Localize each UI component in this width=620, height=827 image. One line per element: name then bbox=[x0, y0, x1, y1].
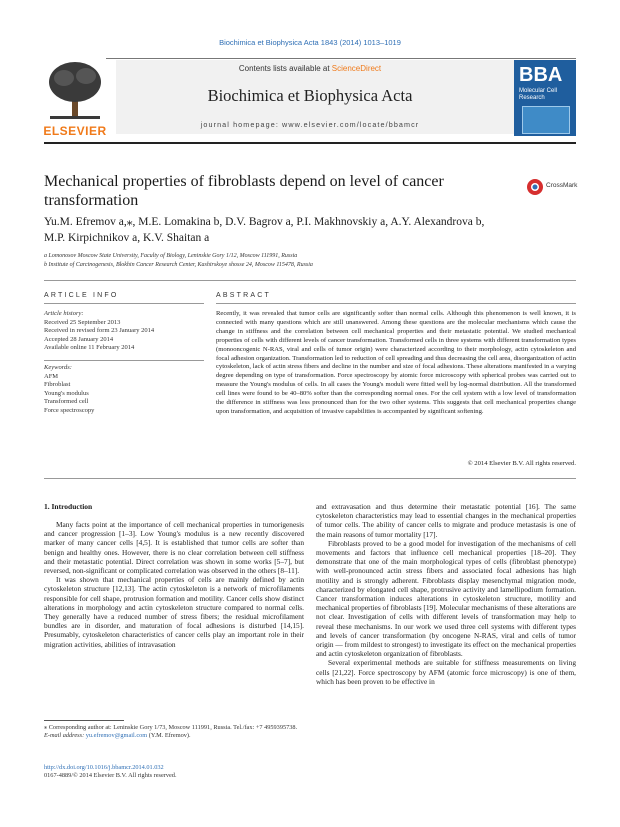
keyword: Force spectroscopy bbox=[44, 406, 95, 414]
keywords-label: Keywords: bbox=[44, 364, 72, 371]
footnote-rule bbox=[44, 720, 124, 721]
history-revised: Received in revised form 23 January 2014 bbox=[44, 327, 155, 334]
doi-block bbox=[44, 764, 304, 780]
doi-link[interactable]: http://dx.doi.org/10.1016/j.bbamcr.2014.01.032 bbox=[44, 764, 164, 771]
history-received: Received 25 September 2013 bbox=[44, 318, 121, 326]
intro-paragraph-continued: and extravasation and thus determine their metastatic potential [16]. The same cytoskeleton characteristics may lead to essential changes in the mechanical properties of tumor cells. The ability of cancer cells to migrate and produce metastasis is one of the main reasons of tumor mortality [17]. bbox=[316, 502, 576, 539]
keywords bbox=[44, 364, 204, 415]
article-history bbox=[44, 310, 204, 353]
email-suffix: (Y.M. Efremov). bbox=[148, 732, 191, 739]
sciencedirect-link[interactable]: ScienceDirect bbox=[331, 64, 382, 73]
abstract-rule bbox=[216, 303, 576, 304]
intro-paragraph-4: Several experimental methods are suitable for stiffness measurements on living cells [21,22]. Force spectroscopy by AFM (atomic force microscopy) is one of them, which has been proven to be effective in bbox=[316, 658, 576, 686]
crossmark-label: CrossMark bbox=[546, 182, 578, 189]
intro-paragraph-2: It was shown that mechanical properties of cells are mainly defined by actin cytoskeleton structure [12,13]. The actin cytoskeleton is a network of microfilaments responsible for cell shape, protrusion formation and motility. Cancer cells show distinct alterations in morphology and actin cytoskeleton structure compared to normal cells. They generally have a reduced number of stress fibers; the residual microfilament bundles are in disorder, and maturation of focal adhesions is disturbed [14,15]. Presumably, cytoskeleton characteristics of cancer cells play an important role in their migration activities, abilities of intravasation bbox=[44, 575, 304, 649]
affiliation-a: a Lomonosov Moscow State University, Faculty of Biology, Leninskie Gory 1/12, Moscow 111991, Russia bbox=[44, 253, 298, 259]
intro-paragraph-1: Many facts point at the importance of cell mechanical properties in tumorigenesis and cancer progression [1–3]. Low Young's modulus is a new recently discovered marker of many cancer cells [4,5]. It is established that tumor cells are softer than benign and healthy ones. However, there is no clear correlation between cell stiffness and their metastatic potential. Direct correlation was shown in some works [5–7], but reversed, non-significant or complicated correlation was observed in the others [8–11]. bbox=[44, 520, 304, 576]
header-top-rule bbox=[44, 58, 576, 59]
cover-picture bbox=[522, 106, 570, 134]
introduction-heading: 1. Introduction bbox=[44, 502, 93, 511]
abstract-heading: ABSTRACT bbox=[216, 292, 271, 299]
authors-line-2: M.P. Kirpichnikov a, K.V. Shaitan a bbox=[44, 232, 210, 244]
history-online: Available online 11 February 2014 bbox=[44, 344, 135, 351]
cover-title: BBA bbox=[519, 64, 563, 86]
journal-cover-image bbox=[514, 60, 576, 136]
keyword: Young's modulus bbox=[44, 389, 89, 397]
header-bottom-rule bbox=[44, 142, 576, 144]
contents-availability bbox=[120, 64, 500, 73]
keywords-rule bbox=[44, 360, 204, 361]
crossmark-badge[interactable] bbox=[526, 178, 578, 196]
article-info-rule bbox=[44, 303, 204, 304]
journal-title: Biochimica et Biophysica Acta bbox=[207, 86, 413, 105]
email-label: E-mail address: bbox=[44, 732, 85, 739]
article-title: Mechanical properties of fibroblasts depend on level of cancer transformation bbox=[44, 173, 444, 209]
contents-prefix: Contents lists available at bbox=[238, 64, 330, 73]
journal-homepage-link[interactable]: journal homepage: www.elsevier.com/locate/bbamcr bbox=[200, 120, 420, 129]
affiliation-b: b Institute of Carcinogenesis, Blokhin Cancer Research Center, Kashirskoye shosse 24, Moscow 115478, Russia bbox=[44, 262, 313, 268]
history-accepted: Accepted 28 January 2014 bbox=[44, 335, 114, 343]
footnote bbox=[44, 724, 304, 740]
author-list bbox=[44, 214, 584, 246]
crossmark-icon bbox=[526, 178, 544, 196]
intro-paragraph-3: Fibroblasts proved to be a good model for investigation of the mechanisms of cell movements and factors that influence cell mechanical properties [18–20]. They demonstrate that one of the main morphological types of cells (fibroblast phenotype) with well-pronounced actin stress fibers and associated focal adhesions has high motility and is strongly adherent. Fibroblasts display mesenchymal migration mode, characterized by elongated cell shape, protrusive activity and lamellipodium formation. Cancer transformation induces alterations in cytoskeleton structure, motility and mechanical properties of fibroblasts [19]. Molecular mechanisms of these alterations are not clear. Investigation of cells with different levels of transformation may help to reveal these mechanisms. In our work we used three cell systems with different types and levels of cancer transformation (by oncogene N-RAS, viral and cells of tumor origin — from mildest to strongest) to investigate its effect on the mechanical properties and actin cytoskeleton organization of fibroblasts. bbox=[316, 538, 576, 659]
keyword: Transformed cell bbox=[44, 398, 89, 405]
corresponding-author-note: ⁎ Corresponding author at: Leninskie Gory 1/73, Moscow 111991, Russia. Tel./fax: +7 4959395738. bbox=[44, 724, 298, 731]
abstract-bottom-rule bbox=[44, 478, 576, 479]
body-left-column bbox=[44, 520, 304, 649]
history-label: Article history: bbox=[44, 310, 84, 317]
email-line bbox=[44, 732, 304, 740]
email-link[interactable]: yu.efremov@gmail.com bbox=[85, 732, 148, 739]
article-info-heading: ARTICLE INFO bbox=[44, 292, 119, 299]
section-divider bbox=[44, 280, 576, 281]
cover-subtitle: Molecular Cell Research bbox=[519, 88, 558, 101]
abstract-text: Recently, it was revealed that tumor cells are significantly softer than normal cells. Although this phenomenon is well known, it is connected with many questions which are still unanswered. Among these questions are the molecular mechanisms which cause the change in stiffness and the correlation between cell mechanical properties and their metastatic potential. We studied mechanical properties of cells with different levels of cancer transformation. Transformed cells in three systems with different transformation types (monooncogenic N-RAS, viral and cells of tumor origin) were characterized according to their morphology, actin cytoskeleton and focal adhesion organization. Transformation led to reduction of cell spreading and thus decreasing the cell area, disorganization of actin cytoskeleton, lack of actin stress fibers and decline in the number and size of focal adhesions. These alterations manifested in a varying degree depending on type of transformation. Force spectroscopy by atomic force microscopy with spherical probes was carried out to measure the Young's modulus of cells. In all cases the Young's moduli were fitted well by log-normal distribution. All the transformed cell lines were found to be 40–80% softer than the corresponding normal ones. For the cell system with a low level of transformation the difference in stiffness was less pronounced than for the two other systems. This suggests that cell mechanical properties change upon transformation, and acquisition of invasive capabilities is accompanied by significant softening. bbox=[216, 310, 576, 415]
journal-citation-link[interactable]: Biochimica et Biophysica Acta 1843 (2014) 1013–1019 bbox=[219, 38, 401, 47]
affiliations bbox=[44, 252, 584, 270]
keyword: AFM bbox=[44, 372, 59, 380]
issn-line: 0167-4889/© 2014 Elsevier B.V. All rights reserved. bbox=[44, 772, 177, 779]
authors-line-1: Yu.M. Efremov a,⁎, M.E. Lomakina b, D.V. Bagrov a, P.I. Makhnovskiy a, A.Y. Alexandrova b, bbox=[44, 216, 485, 228]
body-right-column bbox=[316, 502, 576, 686]
keyword: Fibroblast bbox=[44, 381, 71, 388]
abstract-copyright: © 2014 Elsevier B.V. All rights reserved. bbox=[467, 460, 576, 467]
publisher-logo-text: ELSEVIER bbox=[43, 124, 107, 138]
